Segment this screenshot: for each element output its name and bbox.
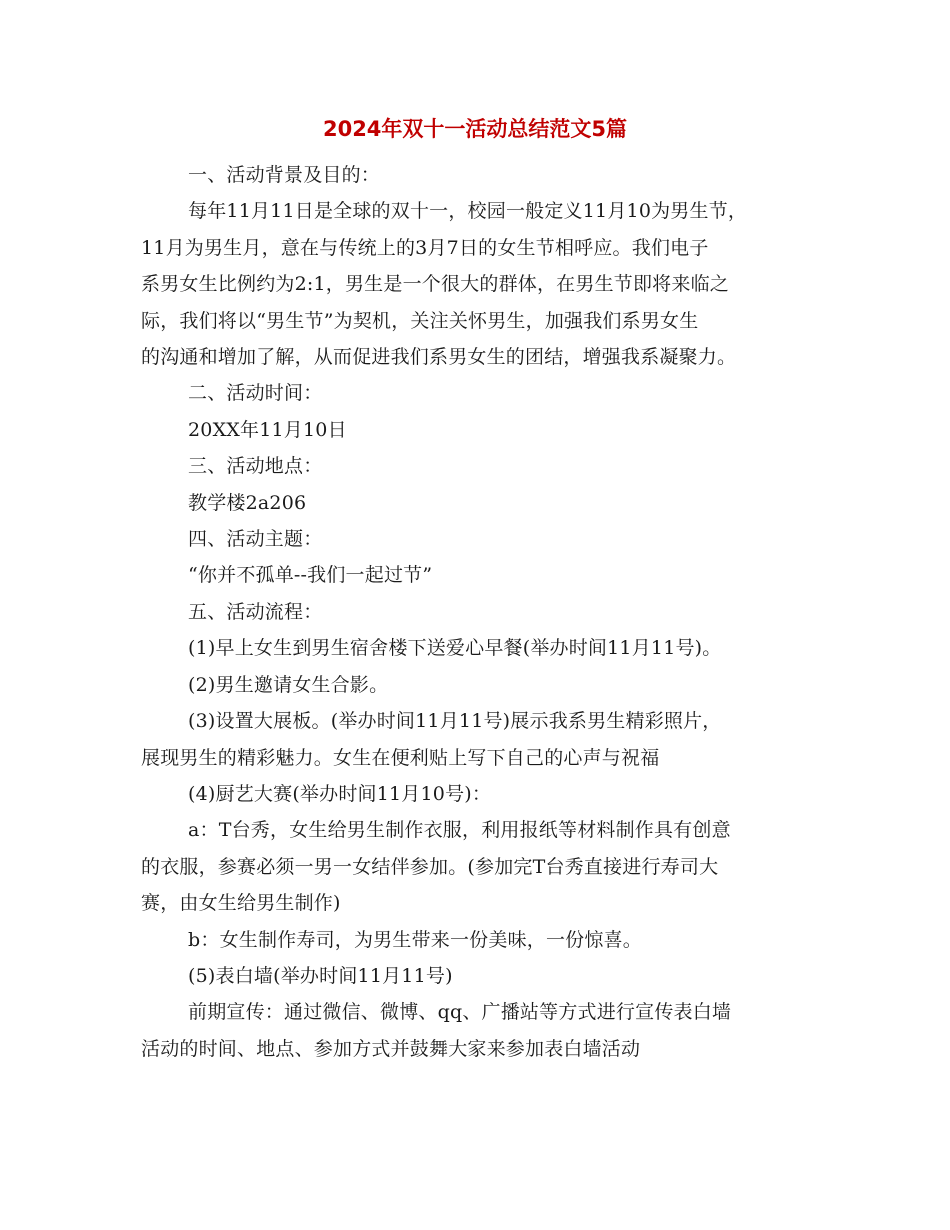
text-line: 活动的时间、地点、参加方式并鼓舞大家来参加表白墙活动 xyxy=(141,1037,641,1060)
text-line: 展现男生的精彩魅力。女生在便利贴上写下自己的心声与祝福 xyxy=(141,746,660,769)
flow-item-1: (1)早上女生到男生宿舍楼下送爱心早餐(举办时间11月11号)。 xyxy=(188,637,722,660)
flow-item-4a xyxy=(141,812,821,921)
text-line: 际，我们将以“男生节”为契机，关注关怀男生，加强我们系男女生 xyxy=(141,309,699,332)
section-heading-time: 二、活动时间： xyxy=(188,382,323,405)
time-value: 20XX年11月10日 xyxy=(188,418,347,441)
text-line: 系男女生比例约为2:1，男生是一个很大的群体，在男生节即将来临之 xyxy=(141,273,729,296)
text-line: 每年11月11日是全球的双十一，校园一般定义11月10为男生节， xyxy=(188,200,748,223)
document-body xyxy=(141,157,821,1067)
section-heading-flow: 五、活动流程： xyxy=(188,600,323,623)
flow-item-2: (2)男生邀请女生合影。 xyxy=(188,673,389,696)
section-heading-background: 一、活动背景及目的： xyxy=(188,164,381,186)
theme-value: “你并不孤单--我们一起过节” xyxy=(188,564,433,587)
text-line: 的衣服，参赛必须一男一女结伴参加。(参加完T台秀直接进行寿司大 xyxy=(141,855,719,878)
text-line: 前期宣传：通过微信、微博、qq、广播站等方式进行宣传表白墙 xyxy=(188,1001,732,1024)
flow-item-4b: b：女生制作寿司，为男生带来一份美味，一份惊喜。 xyxy=(188,928,642,951)
text-line: 赛，由女生给男生制作) xyxy=(141,892,341,915)
place-value: 教学楼2a206 xyxy=(188,491,307,514)
paragraph-background xyxy=(141,193,821,375)
text-line: (3)设置大展板。(举办时间11月11号)展示我系男生精彩照片， xyxy=(188,710,722,733)
text-line: 的沟通和增加了解，从而促进我们系男女生的团结，增强我系凝聚力。 xyxy=(141,346,737,369)
text-line: 11月为男生月，意在与传统上的3月7日的女生节相呼应。我们电子 xyxy=(141,236,709,259)
text-line: a：T台秀，女生给男生制作衣服，利用报纸等材料制作具有创意 xyxy=(188,819,731,842)
flow-item-5: (5)表白墙(举办时间11月11号) xyxy=(188,964,453,987)
flow-item-4: (4)厨艺大赛(举办时间11月10号)： xyxy=(188,782,492,805)
section-heading-place: 三、活动地点： xyxy=(188,455,323,478)
document-title: 2024年双十一活动总结范文5篇 xyxy=(322,117,628,141)
flow-item-3 xyxy=(141,703,821,776)
section-heading-theme: 四、活动主题： xyxy=(188,528,323,551)
promo-paragraph xyxy=(141,994,821,1067)
